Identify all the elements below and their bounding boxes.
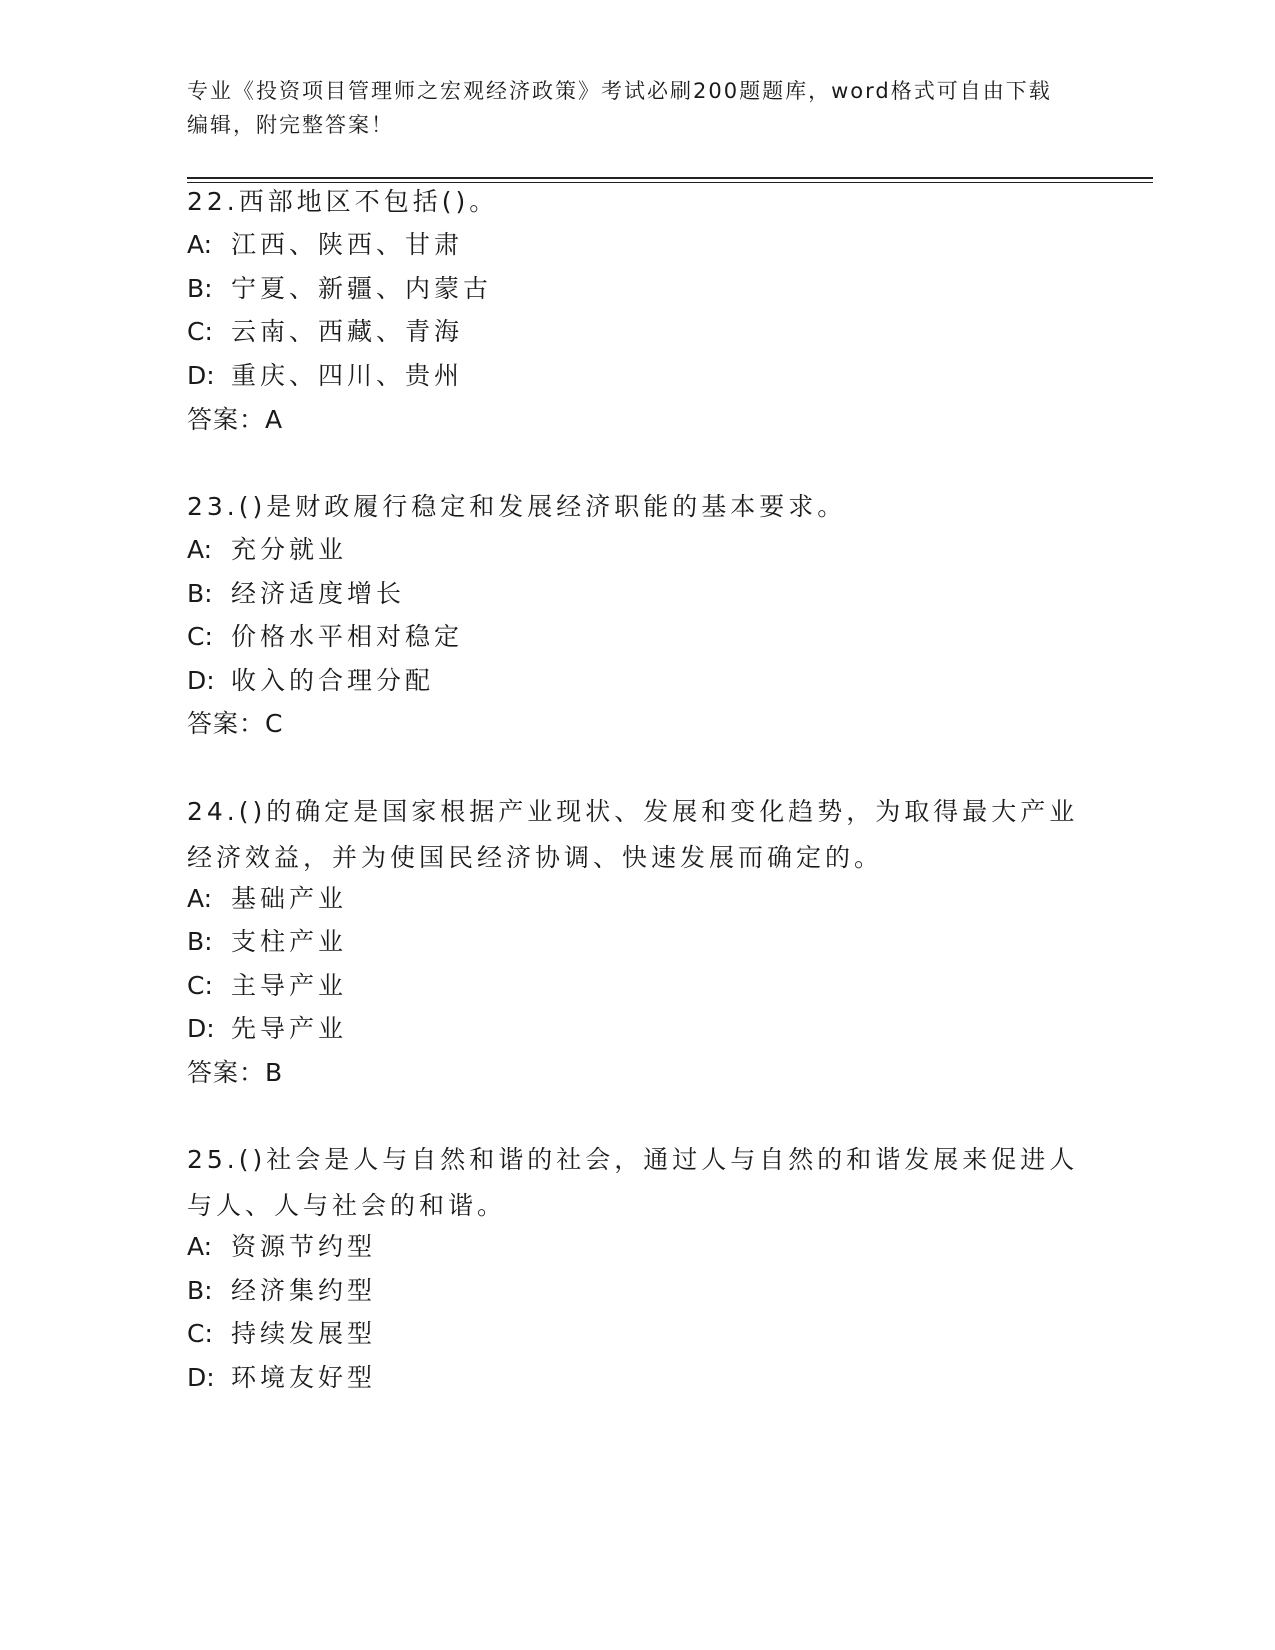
option-d xyxy=(187,658,434,704)
option-a xyxy=(187,876,347,922)
option-text: 江西、陕西、甘肃 xyxy=(231,230,464,259)
option-key: C: xyxy=(187,622,213,651)
option-a xyxy=(187,1224,376,1270)
option-text: 先导产业 xyxy=(231,1014,348,1043)
option-b xyxy=(187,1268,376,1314)
option-text: 收入的合理分配 xyxy=(231,666,435,695)
option-text: 重庆、四川、贵州 xyxy=(231,361,464,390)
option-a xyxy=(187,222,463,268)
option-key: B: xyxy=(187,1276,213,1305)
option-key: B: xyxy=(187,274,213,303)
option-text: 基础产业 xyxy=(231,884,348,913)
option-key: A: xyxy=(187,230,213,259)
option-key: D: xyxy=(187,666,215,695)
option-key: B: xyxy=(187,579,213,608)
option-key: D: xyxy=(187,1014,215,1043)
option-key: A: xyxy=(187,1232,213,1261)
option-text: 主导产业 xyxy=(231,971,348,1000)
question-stem: 23.()是财政履行稳定和发展经济职能的基本要求。 xyxy=(187,492,847,521)
option-c xyxy=(187,614,463,660)
option-key: D: xyxy=(187,361,215,390)
option-key: A: xyxy=(187,535,213,564)
option-text: 支柱产业 xyxy=(231,927,348,956)
option-text: 环境友好型 xyxy=(231,1363,377,1392)
option-c xyxy=(187,309,463,355)
option-c xyxy=(187,1311,376,1357)
option-c xyxy=(187,963,347,1009)
document-header: 专业《投资项目管理师之宏观经济政策》考试必刷200题题库，word格式可自由下载编辑，附完整答案！ xyxy=(187,79,1052,137)
answer-line: 答案：C xyxy=(187,709,284,738)
option-text: 价格水平相对稳定 xyxy=(231,622,464,651)
option-text: 经济集约型 xyxy=(231,1276,377,1305)
option-d xyxy=(187,353,463,399)
option-text: 宁夏、新疆、内蒙古 xyxy=(231,274,493,303)
option-text: 持续发展型 xyxy=(231,1319,377,1348)
option-d xyxy=(187,1355,376,1401)
answer-line: 答案：B xyxy=(187,1058,284,1087)
question-stem: 24.()的确定是国家根据产业现状、发展和变化趋势，为取得最大产业经济效益，并为使国民经济协调、快速发展而确定的。 xyxy=(187,797,1079,872)
option-key: C: xyxy=(187,1319,213,1348)
option-text: 资源节约型 xyxy=(231,1232,377,1261)
option-b xyxy=(187,919,347,965)
question-stem: 22.西部地区不包括()。 xyxy=(187,187,499,216)
option-b xyxy=(187,571,405,617)
option-text: 经济适度增长 xyxy=(231,579,406,608)
option-text: 云南、西藏、青海 xyxy=(231,317,464,346)
option-a xyxy=(187,527,347,573)
answer-line: 答案：A xyxy=(187,405,284,434)
option-b xyxy=(187,266,492,312)
option-key: C: xyxy=(187,971,213,1000)
option-key: A: xyxy=(187,884,213,913)
option-key: D: xyxy=(187,1363,215,1392)
option-key: C: xyxy=(187,317,213,346)
option-text: 充分就业 xyxy=(231,535,348,564)
option-d xyxy=(187,1006,347,1052)
question-stem: 25.()社会是人与自然和谐的社会，通过人与自然的和谐发展来促进人与人、人与社会的和谐。 xyxy=(187,1145,1079,1220)
option-key: B: xyxy=(187,927,213,956)
